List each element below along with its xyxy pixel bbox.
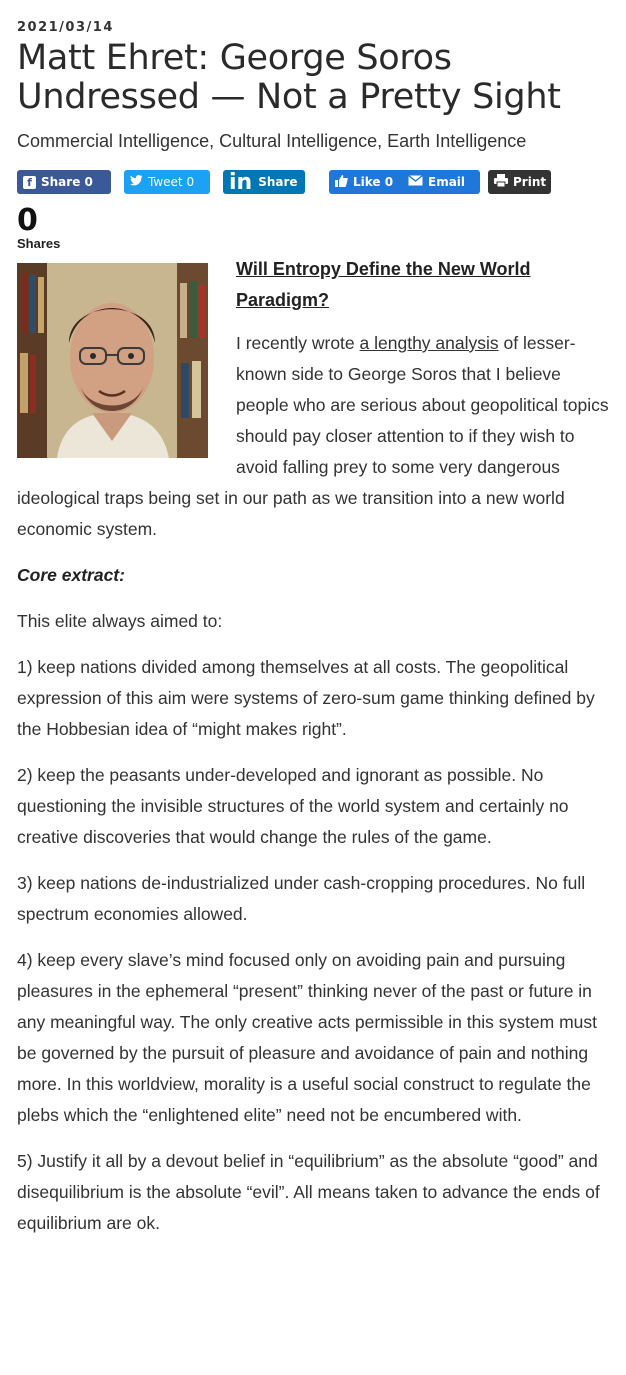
- point-5: 5) Justify it all by a devout belief in “equilibrium” as the absolute “good” and disequilibrium is the absolute “evil”. All means taken to advance the ends of equilibrium are ok.: [17, 1151, 600, 1233]
- lengthy-analysis-link[interactable]: a lengthy analysis: [359, 333, 499, 353]
- printer-icon: [494, 174, 508, 190]
- point-3: 3) keep nations de-industrialized under cash-cropping procedures. No full spectrum economies allowed.: [17, 873, 586, 924]
- point-4: 4) keep every slave’s mind focused only on avoiding pain and pursuing pleasures in the ephemeral “present” thinking never of the past or future in any meaningful way. The only creative acts permissible in this system must be governed by the pursuit of pleasure and avoidance of pain and nothing more. In this worldview, morality is a useful social construct to regulate the plebs which the “enlightened elite” need not be encumbered with.: [17, 950, 598, 1125]
- print-button[interactable]: [488, 170, 551, 194]
- intro-text-after: of lesser-known side to George Soros that I believe people who are serious about geopolitical topics should pay closer attention to if they wish to avoid falling prey to some very dangerous ideological traps being set in our path as we transition into a new world economic system.: [17, 333, 609, 539]
- post-date: 2021/03/14: [17, 20, 114, 35]
- share-count-number: 0: [17, 203, 38, 238]
- intro-text-before: I recently wrote: [236, 333, 360, 353]
- linkedin-icon: in: [229, 169, 253, 195]
- like-label: Like 0: [353, 175, 394, 189]
- post-categories[interactable]: Commercial Intelligence, Cultural Intelligence, Earth Intelligence: [17, 131, 527, 151]
- facebook-icon: f: [23, 176, 36, 189]
- print-label: Print: [513, 175, 547, 189]
- article-body: [17, 251, 612, 1239]
- linkedin-share-label: Share: [258, 175, 298, 189]
- share-count-label: Shares: [17, 236, 61, 251]
- thumbs-up-icon: [335, 175, 348, 190]
- facebook-share-label: Share 0: [41, 175, 93, 189]
- share-count: [17, 203, 612, 251]
- article-lead: This elite always aimed to:: [17, 611, 223, 631]
- tweet-button[interactable]: [124, 170, 210, 194]
- post-title: Matt Ehret: George Soros Undressed — Not a Pretty Sight: [17, 38, 561, 117]
- twitter-bird-icon: [130, 175, 143, 189]
- email-button[interactable]: [402, 170, 480, 194]
- email-label: Email: [428, 175, 466, 189]
- envelope-icon: [408, 175, 423, 189]
- article-subheading-link[interactable]: Will Entropy Define the New World Paradigm?: [236, 259, 531, 310]
- core-extract-heading: Core extract:: [17, 565, 125, 585]
- tweet-label: Tweet 0: [148, 175, 195, 189]
- facebook-share-button[interactable]: [17, 170, 111, 194]
- linkedin-share-button[interactable]: [223, 170, 305, 194]
- like-button[interactable]: [329, 170, 409, 194]
- point-2: 2) keep the peasants under-developed and ignorant as possible. No questioning the invisible structures of the world system and certainly no creative discoveries that would change the rules of the game.: [17, 765, 569, 847]
- point-1: 1) keep nations divided among themselves at all costs. The geopolitical expression of this aim were systems of zero-sum game thinking defined by the Hobbesian idea of “might makes right”.: [17, 657, 595, 739]
- share-bar: [17, 170, 612, 196]
- author-photo: [17, 263, 208, 458]
